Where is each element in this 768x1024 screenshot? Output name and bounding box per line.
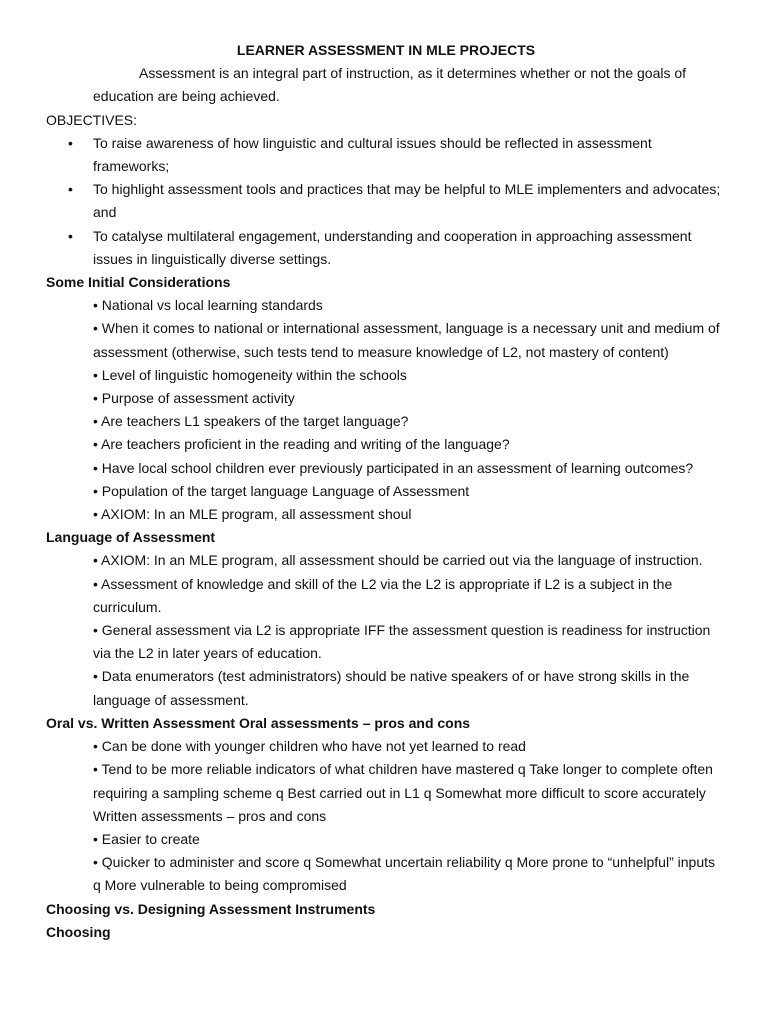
bullet-icon: •	[68, 227, 73, 244]
list-item: • Level of linguistic homogeneity within the schools	[93, 366, 407, 383]
list-item: • AXIOM: In an MLE program, all assessment should be carried out via the language of instruction.	[93, 552, 703, 569]
list-item: • Tend to be more reliable indicators of what children have mastered q Take longer to complete often requiring a sampling scheme q Best carried out in L1 q Somewhat more difficult to score accurately Written assessments – pros and cons	[93, 761, 713, 824]
list-item: • Purpose of assessment activity	[93, 390, 295, 407]
list-item	[46, 225, 726, 271]
list-item: • Can be done with younger children who have not yet learned to read	[93, 738, 526, 755]
section-heading: Choosing vs. Designing Assessment Instruments	[46, 900, 376, 917]
list-item	[46, 132, 726, 178]
list-item: • Population of the target language Language of Assessment	[93, 482, 470, 499]
list-item: • AXIOM: In an MLE program, all assessment shoul	[93, 506, 412, 523]
objective-text: To highlight assessment tools and practices that may be helpful to MLE implementers and advocates; and	[93, 181, 721, 221]
section-heading: Choosing	[46, 923, 111, 940]
list-item: • Data enumerators (test administrators) should be native speakers of or have strong skills in the language of assessment.	[93, 668, 690, 708]
objective-text: To catalyse multilateral engagement, understanding and cooperation in approaching assessment issues in linguistically diverse settings.	[93, 227, 692, 267]
document-body	[46, 39, 726, 944]
intro-paragraph: Assessment is an integral part of instruction, as it determines whether or not the goals of education are being achieved.	[93, 65, 687, 105]
list-item: • Are teachers L1 speakers of the target language?	[93, 413, 409, 430]
objectives-label: OBJECTIVES:	[46, 111, 138, 128]
section-heading: Language of Assessment	[46, 529, 216, 546]
objectives-list	[46, 132, 726, 271]
section-heading: Some Initial Considerations	[46, 274, 231, 291]
document-title: LEARNER ASSESSMENT IN MLE PROJECTS	[236, 42, 536, 58]
section-heading: Oral vs. Written Assessment Oral assessments – pros and cons	[46, 714, 471, 731]
list-item: • Easier to create	[93, 830, 200, 847]
objective-text: To raise awareness of how linguistic and cultural issues should be reflected in assessment frameworks;	[93, 134, 652, 175]
bullet-icon: •	[68, 181, 73, 198]
list-item: • Are teachers proficient in the reading and writing of the language?	[93, 436, 510, 453]
list-item: • When it comes to national or international assessment, language is a necessary unit and medium of assessment (otherwise, such tests tend to measure knowledge of L2, not mastery of content)	[93, 320, 720, 360]
bullet-icon: •	[68, 134, 73, 151]
list-item: • Quicker to administer and score q Somewhat uncertain reliability q More prone to “unhelpful” inputs q More vulnerable to being compromised	[93, 854, 715, 894]
list-item: • Have local school children ever previously participated in an assessment of learning outcomes?	[93, 459, 694, 476]
list-item: • General assessment via L2 is appropriate IFF the assessment question is readiness for instruction via the L2 in later years of education.	[93, 622, 711, 662]
list-item	[46, 178, 726, 224]
list-item: • National vs local learning standards	[93, 297, 323, 314]
list-item: • Assessment of knowledge and skill of the L2 via the L2 is appropriate if L2 is a subject in the curriculum.	[93, 575, 673, 615]
